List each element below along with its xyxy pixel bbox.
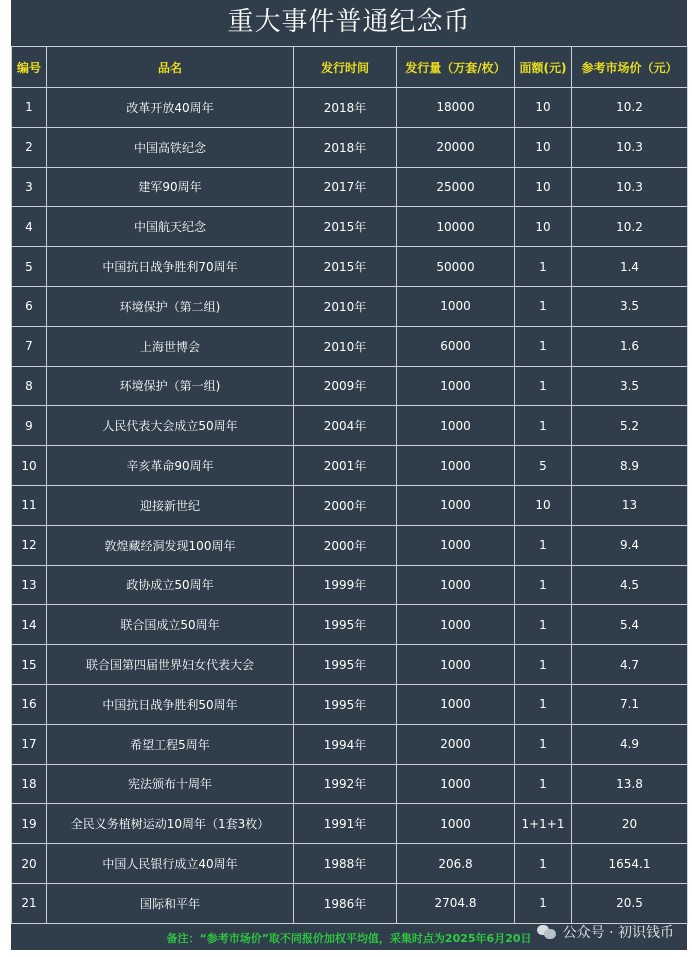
cell-face-value: 5	[515, 446, 572, 486]
cell-face-value: 1	[515, 844, 572, 884]
cell-market-price: 3.5	[572, 286, 688, 326]
header-number: 编号	[12, 47, 47, 88]
table-row	[12, 844, 688, 884]
table-row	[12, 326, 688, 366]
cell-name: 敦煌藏经洞发现100周年	[47, 525, 294, 565]
footer-note: 备注：“参考市场价”取不同报价加权平均值，采集时点为2025年6月20日	[166, 932, 532, 945]
cell-issue-date: 1995年	[294, 645, 397, 685]
table-row	[12, 286, 688, 326]
cell-market-price: 4.5	[572, 565, 688, 605]
cell-number: 16	[12, 684, 47, 724]
cell-face-value: 1	[515, 565, 572, 605]
cell-face-value: 10	[515, 127, 572, 167]
table-row	[12, 883, 688, 923]
cell-issue-volume: 206.8	[397, 844, 515, 884]
cell-issue-volume: 1000	[397, 366, 515, 406]
cell-market-price: 4.7	[572, 645, 688, 685]
cell-face-value: 10	[515, 207, 572, 247]
cell-issue-date: 1995年	[294, 684, 397, 724]
coin-table	[11, 46, 688, 924]
cell-issue-volume: 6000	[397, 326, 515, 366]
cell-number: 8	[12, 366, 47, 406]
header-market-price: 参考市场价（元）	[572, 47, 688, 88]
cell-market-price: 5.4	[572, 605, 688, 645]
cell-issue-date: 2018年	[294, 127, 397, 167]
cell-face-value: 1	[515, 366, 572, 406]
header-face-value: 面额(元)	[515, 47, 572, 88]
cell-name: 辛亥革命90周年	[47, 446, 294, 486]
cell-market-price: 20.5	[572, 883, 688, 923]
cell-number: 7	[12, 326, 47, 366]
cell-name: 全民义务植树运动10周年（1套3枚）	[47, 804, 294, 844]
cell-issue-volume: 2704.8	[397, 883, 515, 923]
cell-issue-volume: 1000	[397, 446, 515, 486]
cell-issue-volume: 1000	[397, 764, 515, 804]
cell-issue-date: 2015年	[294, 207, 397, 247]
cell-number: 18	[12, 764, 47, 804]
cell-face-value: 1	[515, 764, 572, 804]
cell-name: 改革开放40周年	[47, 88, 294, 128]
cell-number: 15	[12, 645, 47, 685]
cell-issue-date: 1991年	[294, 804, 397, 844]
header-issue-date: 发行时间	[294, 47, 397, 88]
cell-market-price: 3.5	[572, 366, 688, 406]
cell-issue-date: 2010年	[294, 326, 397, 366]
cell-number: 12	[12, 525, 47, 565]
cell-issue-date: 2009年	[294, 366, 397, 406]
cell-market-price: 9.4	[572, 525, 688, 565]
cell-number: 14	[12, 605, 47, 645]
cell-issue-date: 2017年	[294, 167, 397, 207]
cell-issue-date: 2004年	[294, 406, 397, 446]
cell-face-value: 1	[515, 326, 572, 366]
cell-name: 宪法颁布十周年	[47, 764, 294, 804]
table-row	[12, 804, 688, 844]
cell-number: 11	[12, 485, 47, 525]
cell-name: 中国抗日战争胜利50周年	[47, 684, 294, 724]
cell-face-value: 1	[515, 406, 572, 446]
cell-market-price: 1.6	[572, 326, 688, 366]
table-row	[12, 485, 688, 525]
cell-face-value: 1	[515, 247, 572, 287]
cell-face-value: 10	[515, 485, 572, 525]
page-title: 重大事件普通纪念币	[227, 7, 471, 37]
cell-name: 中国人民银行成立40周年	[47, 844, 294, 884]
cell-issue-date: 2001年	[294, 446, 397, 486]
cell-name: 国际和平年	[47, 883, 294, 923]
cell-face-value: 1	[515, 724, 572, 764]
cell-number: 3	[12, 167, 47, 207]
cell-name: 环境保护（第一组)	[47, 366, 294, 406]
cell-market-price: 10.2	[572, 88, 688, 128]
cell-issue-volume: 1000	[397, 286, 515, 326]
cell-face-value: 1	[515, 645, 572, 685]
cell-issue-volume: 1000	[397, 406, 515, 446]
cell-market-price: 20	[572, 804, 688, 844]
watermark	[537, 919, 674, 945]
table-row	[12, 167, 688, 207]
cell-face-value: 1	[515, 883, 572, 923]
cell-issue-date: 2015年	[294, 247, 397, 287]
cell-number: 9	[12, 406, 47, 446]
header-name: 品名	[47, 47, 294, 88]
watermark-text: 公众号 · 初识钱币	[562, 925, 674, 941]
cell-market-price: 1654.1	[572, 844, 688, 884]
cell-name: 中国高铁纪念	[47, 127, 294, 167]
cell-issue-date: 1988年	[294, 844, 397, 884]
cell-market-price: 7.1	[572, 684, 688, 724]
cell-name: 建军90周年	[47, 167, 294, 207]
table-row	[12, 525, 688, 565]
cell-number: 19	[12, 804, 47, 844]
cell-name: 联合国成立50周年	[47, 605, 294, 645]
cell-issue-date: 2018年	[294, 88, 397, 128]
cell-issue-volume: 1000	[397, 485, 515, 525]
cell-name: 迎接新世纪	[47, 485, 294, 525]
cell-issue-volume: 20000	[397, 127, 515, 167]
cell-issue-volume: 1000	[397, 804, 515, 844]
cell-issue-volume: 1000	[397, 605, 515, 645]
cell-issue-volume: 1000	[397, 645, 515, 685]
cell-issue-volume: 50000	[397, 247, 515, 287]
cell-face-value: 1	[515, 286, 572, 326]
cell-issue-date: 1994年	[294, 724, 397, 764]
cell-issue-volume: 1000	[397, 565, 515, 605]
cell-issue-date: 2000年	[294, 525, 397, 565]
cell-number: 1	[12, 88, 47, 128]
cell-name: 希望工程5周年	[47, 724, 294, 764]
cell-face-value: 10	[515, 88, 572, 128]
cell-issue-volume: 1000	[397, 525, 515, 565]
cell-name: 上海世博会	[47, 326, 294, 366]
cell-number: 5	[12, 247, 47, 287]
cell-face-value: 1	[515, 605, 572, 645]
cell-face-value: 10	[515, 167, 572, 207]
cell-issue-volume: 25000	[397, 167, 515, 207]
cell-number: 2	[12, 127, 47, 167]
table-row	[12, 127, 688, 167]
header-issue-volume: 发行量（万套/枚）	[397, 47, 515, 88]
cell-face-value: 1	[515, 684, 572, 724]
table-row	[12, 565, 688, 605]
cell-face-value: 1	[515, 525, 572, 565]
cell-issue-volume: 10000	[397, 207, 515, 247]
cell-face-value: 1+1+1	[515, 804, 572, 844]
cell-market-price: 1.4	[572, 247, 688, 287]
cell-number: 21	[12, 883, 47, 923]
table-row	[12, 247, 688, 287]
table-row	[12, 446, 688, 486]
wechat-icon	[537, 924, 557, 940]
table-row	[12, 366, 688, 406]
cell-number: 6	[12, 286, 47, 326]
table-header-row	[12, 47, 688, 88]
cell-market-price: 10.2	[572, 207, 688, 247]
cell-name: 联合国第四届世界妇女代表大会	[47, 645, 294, 685]
cell-number: 4	[12, 207, 47, 247]
cell-market-price: 10.3	[572, 167, 688, 207]
cell-market-price: 4.9	[572, 724, 688, 764]
cell-number: 13	[12, 565, 47, 605]
cell-issue-date: 2010年	[294, 286, 397, 326]
cell-market-price: 13	[572, 485, 688, 525]
cell-issue-volume: 2000	[397, 724, 515, 764]
cell-issue-date: 2000年	[294, 485, 397, 525]
cell-issue-date: 1995年	[294, 605, 397, 645]
table-row	[12, 207, 688, 247]
table-row	[12, 88, 688, 128]
cell-number: 20	[12, 844, 47, 884]
cell-name: 政协成立50周年	[47, 565, 294, 605]
cell-name: 环境保护（第二组)	[47, 286, 294, 326]
cell-market-price: 13.8	[572, 764, 688, 804]
cell-market-price: 8.9	[572, 446, 688, 486]
cell-market-price: 5.2	[572, 406, 688, 446]
cell-issue-volume: 18000	[397, 88, 515, 128]
cell-issue-date: 1999年	[294, 565, 397, 605]
table-row	[12, 645, 688, 685]
table-row	[12, 406, 688, 446]
cell-number: 17	[12, 724, 47, 764]
cell-name: 中国抗日战争胜利70周年	[47, 247, 294, 287]
cell-name: 中国航天纪念	[47, 207, 294, 247]
cell-issue-date: 1992年	[294, 764, 397, 804]
cell-number: 10	[12, 446, 47, 486]
cell-market-price: 10.3	[572, 127, 688, 167]
table-row	[12, 684, 688, 724]
cell-issue-date: 1986年	[294, 883, 397, 923]
table-row	[12, 605, 688, 645]
table-row	[12, 724, 688, 764]
table-row	[12, 764, 688, 804]
cell-issue-volume: 1000	[397, 684, 515, 724]
cell-name: 人民代表大会成立50周年	[47, 406, 294, 446]
